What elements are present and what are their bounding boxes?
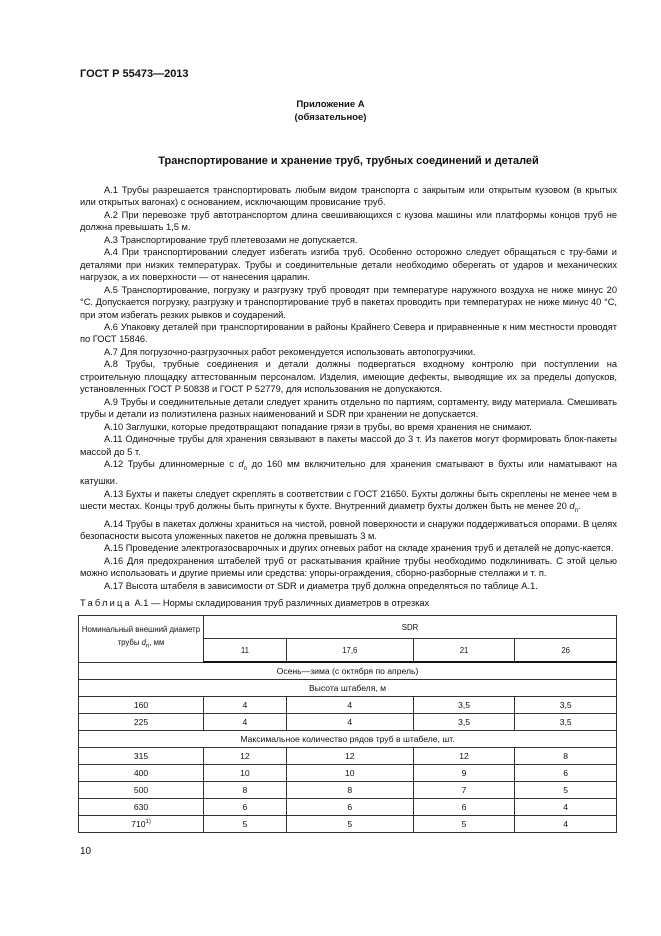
value-cell: 10 — [286, 765, 413, 782]
page-number: 10 — [80, 846, 92, 857]
table-row — [79, 799, 617, 816]
paragraph: А.17 Высота штабеля в зависимости от SDR и диаметра труб должна определяться по таблице А.1. — [104, 580, 538, 591]
diameter-cell — [79, 748, 204, 765]
value-cell: 10 — [204, 765, 287, 782]
table-caption-text: А.1 — Нормы складирования труб различных диаметров в отрезках — [134, 598, 430, 608]
paragraph: А.7 Для погрузочно-разгрузочных работ рекомендуется использовать автопогрузчики. — [104, 346, 476, 357]
annex-status: (обязательное) — [294, 112, 367, 123]
value-cell: 4 — [515, 799, 617, 816]
diameter-cell — [79, 816, 204, 833]
value-cell: 4 — [286, 714, 413, 731]
value-cell: 6 — [286, 799, 413, 816]
diameter-cell — [79, 714, 204, 731]
diameter-value: 500 — [133, 785, 149, 795]
table-row — [79, 816, 617, 833]
diameter-cell — [79, 799, 204, 816]
col-header-diameter: Номинальный внешний диаметр трубы $d_n$, мм — [79, 616, 204, 663]
paragraph: А.11 Одиночные трубы для хранения связывают в пакеты массой до 3 т. Из пакетов могут формировать блок-пакеты массой до 5 т. — [80, 434, 617, 457]
diameter-value: 710 — [131, 819, 146, 829]
group-title-row: Максимальное количество рядов труб в штабеле, шт. — [79, 731, 617, 748]
annex-heading — [0, 98, 661, 124]
value-cell: 6 — [413, 799, 515, 816]
sdr-value: 17,6 — [286, 639, 413, 663]
table-row — [79, 748, 617, 765]
value-cell: 4 — [204, 714, 287, 731]
value-cell: 5 — [204, 816, 287, 833]
diameter-cell — [79, 782, 204, 799]
document-header: ГОСТ Р 55473—2013 — [80, 68, 189, 80]
paragraph: А.6 Упаковку деталей при транспортировании в районы Крайнего Севера и приравненные к ним местности проводят по ГОСТ 15846. — [80, 321, 617, 345]
value-cell: 4 — [204, 697, 287, 714]
paragraph: А.4 При транспортировании следует избегать изгиба труб. Особенно осторожно следует обращаться с тру-бами и деталями при низких температурах. Трубы и соединительные детали необходимо оберегать от ударов и механических нагрузок, а их поверхности — от нанесения царапин. — [80, 247, 617, 283]
footnote-mark: 1) — [145, 819, 151, 826]
value-cell: 3,5 — [413, 714, 515, 731]
diameter-value: 160 — [133, 700, 149, 710]
sdr-value: 21 — [413, 639, 515, 663]
paragraph: А.8 Трубы, трубные соединения и детали должны подвергаться входному контролю при поступлении на строительную площадку аттестованным персоналом. Изделия, имеющие дефекты, выводящие их за пределы допусков, установленных ГОСТ Р 50838 и ГОСТ Р 52779, для использования не допускаются. — [80, 359, 617, 395]
value-cell: 6 — [515, 765, 617, 782]
table-caption-label: Таблица — [80, 598, 132, 608]
value-cell: 4 — [286, 697, 413, 714]
paragraph: А.5 Транспортирование, погрузку и разгрузку труб проводят при температуре наружного воздуха не ниже минус 20 °С. Допускается погрузку, разгрузку и транспортирование труб в пакетах проводить при температурах не ниже минус 40 °С, при этом избегать резких рывков и соударений. — [80, 284, 617, 320]
sdr-value: 11 — [204, 639, 287, 663]
table-row — [79, 782, 617, 799]
section-title: Транспортирование и хранение труб, трубных соединений и деталей — [158, 155, 539, 167]
table-row — [79, 714, 617, 731]
value-cell: 6 — [204, 799, 287, 816]
paragraph: А.9 Трубы и соединительные детали следует хранить отдельно по партиям, сортаменту, виду материала. Смешивать трубы и детали из полиэтилена разных наименований и SDR при хранении не допускается. — [80, 396, 617, 420]
paragraph: А.2 При перевозке труб автотранспортом длина свешивающихся с кузова машины или платформы концов труб не должна превышать 1,5 м. — [80, 209, 617, 233]
group-title-row: Высота штабеля, м — [79, 680, 617, 697]
table-caption — [80, 598, 429, 608]
diameter-value: 630 — [133, 802, 149, 812]
diameter-value: 315 — [133, 751, 149, 761]
paragraph: А.3 Транспортирование труб плетевозами не допускается. — [104, 234, 358, 245]
value-cell: 8 — [515, 748, 617, 765]
value-cell: 3,5 — [515, 714, 617, 731]
season-row: Осень—зима (с октября по апрель) — [79, 662, 617, 680]
value-cell: 12 — [204, 748, 287, 765]
storage-norms-table — [78, 615, 617, 833]
value-cell: 4 — [515, 816, 617, 833]
diameter-cell — [79, 765, 204, 782]
col-header-sdr: SDR — [204, 616, 617, 639]
diameter-value: 400 — [133, 768, 149, 778]
table-row — [79, 765, 617, 782]
diameter-value: 225 — [133, 717, 149, 727]
value-cell: 3,5 — [515, 697, 617, 714]
annex-title: Приложение А — [296, 99, 365, 110]
paragraph: А.1 Трубы разрешается транспортировать любым видом транспорта с закрытым или открытым кузовом (в крытых или открытых вагонах) с основанием, исключающим провисание труб. — [80, 185, 617, 208]
paragraph: А.10 Заглушки, которые предотвращают попадание грязи в трубы, во время хранения не снимают. — [104, 421, 532, 432]
paragraph: А.13 Бухты и пакеты следует скреплять в соответствии с ГОСТ 21650. Бухты должны быть скреплены не менее чем в шести местах. Концы труб должны быть пригнуты к бухте. Внутренний диаметр бухты должен быть не менее 20 $d_n$. — [80, 488, 617, 515]
value-cell: 12 — [413, 748, 515, 765]
value-cell: 3,5 — [413, 697, 515, 714]
paragraph: А.12 Трубы длинномерные с $d_n$ до 160 мм включительно для хранения сматывают в бухты или наматывают на катушки. — [80, 458, 617, 487]
value-cell: 8 — [286, 782, 413, 799]
value-cell: 7 — [413, 782, 515, 799]
paragraph: А.14 Трубы в пакетах должны храниться на чистой, ровной поверхности и снаружи поддерживаться опорами. В целях безопасности высота уложенных пакетов не должна превышать 3 м. — [80, 518, 617, 541]
table-row — [79, 697, 617, 714]
paragraph: А.16 Для предохранения штабелей труб от раскатывания крайние трубы необходимо подклинивать. С этой целью можно использовать и другие приемы или средства: упоры-ограждения, сборно-разборные стеллажи и т. п. — [80, 555, 617, 579]
sdr-value: 26 — [515, 639, 617, 663]
value-cell: 5 — [515, 782, 617, 799]
value-cell: 8 — [204, 782, 287, 799]
value-cell: 12 — [286, 748, 413, 765]
diameter-cell — [79, 697, 204, 714]
value-cell: 5 — [286, 816, 413, 833]
paragraphs — [80, 184, 617, 592]
value-cell: 9 — [413, 765, 515, 782]
paragraph: А.15 Проведение электрогазосварочных и других огневых работ на складе хранения труб и деталей не допус-кается. — [104, 543, 614, 554]
value-cell: 5 — [413, 816, 515, 833]
